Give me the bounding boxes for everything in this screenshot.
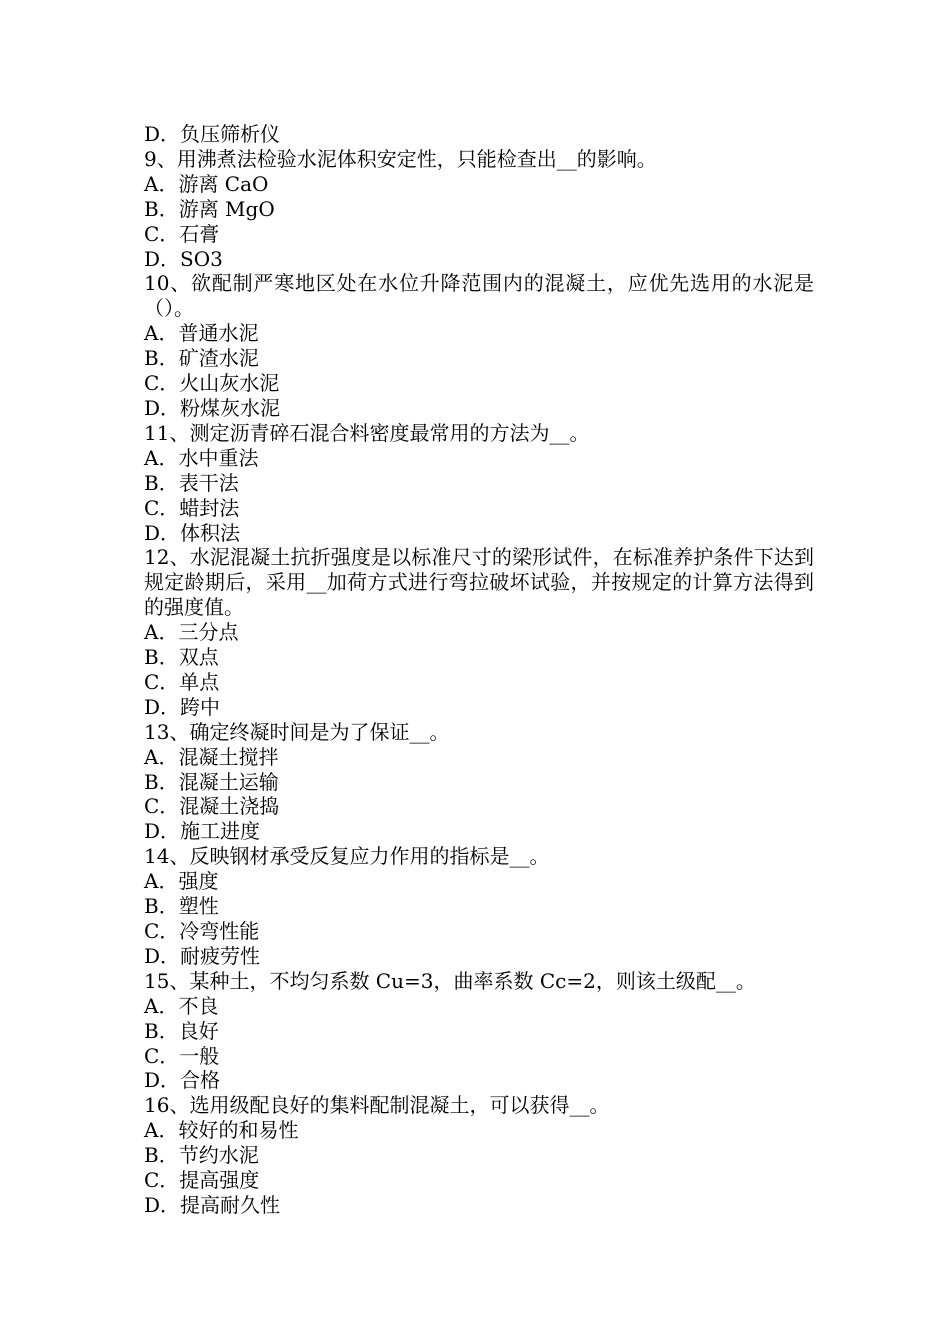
question-12 — [144, 545, 814, 719]
option-b: B．游离 MgO — [144, 196, 275, 221]
option-c: C．混凝土浇捣 — [144, 794, 280, 819]
question-text: 14、反映钢材承受反复应力作用的指标是__。 — [144, 844, 550, 869]
question-text: 11、测定沥青碎石混合料密度最常用的方法为__。 — [144, 420, 590, 445]
question-text: 13、确定终凝时间是为了保证__。 — [144, 719, 450, 744]
option-c: C．蜡封法 — [144, 495, 240, 520]
document-page — [144, 122, 814, 1218]
question-text: 12、水泥混凝土抗折强度是以标准尺寸的梁形试件，在标准养护条件下达到规定龄期后，采用__加荷方式进行弯拉破坏试验，并按规定的计算方法得到的强度值。 — [144, 545, 814, 620]
option-a: A．普通水泥 — [144, 321, 259, 346]
option-d: D．体积法 — [144, 520, 241, 545]
question-13 — [144, 720, 814, 845]
option-d: D．施工进度 — [144, 819, 261, 844]
option-d: D．SO3 — [144, 246, 223, 271]
option-b: B．矿渣水泥 — [144, 346, 259, 371]
option-c: C．一般 — [144, 1043, 220, 1068]
option-a: A．混凝土搅拌 — [144, 744, 279, 769]
option-d: D．提高耐久性 — [144, 1192, 281, 1217]
option-a: A．游离 CaO — [144, 171, 269, 196]
option-b: B．表干法 — [144, 470, 239, 495]
option-d: D．粉煤灰水泥 — [144, 395, 281, 420]
option-c: C．石膏 — [144, 221, 220, 246]
option-d-previous-question: D．负压筛析仪 — [144, 122, 281, 146]
question-11 — [144, 421, 814, 546]
option-a: A．三分点 — [144, 620, 239, 645]
option-c: C．冷弯性能 — [144, 919, 260, 943]
option-b: B．双点 — [144, 645, 219, 670]
question-text: 15、某种土，不均匀系数 Cu=3，曲率系数 Cc=2，则该土级配__。 — [144, 968, 756, 993]
option-d: D．合格 — [144, 1068, 221, 1093]
question-text: 16、选用级配良好的集料配制混凝土，可以获得__。 — [144, 1093, 610, 1118]
question-15 — [144, 969, 814, 1094]
option-a: A．水中重法 — [144, 445, 259, 470]
question-10 — [144, 271, 814, 420]
option-d: D．跨中 — [144, 694, 221, 719]
option-b: B．混凝土运输 — [144, 769, 279, 794]
option-b: B．节约水泥 — [144, 1143, 259, 1168]
question-16 — [144, 1093, 814, 1218]
option-c: C．单点 — [144, 669, 220, 694]
option-b: B．塑性 — [144, 894, 219, 919]
option-a: A．强度 — [144, 869, 219, 894]
option-d: D．耐疲劳性 — [144, 943, 261, 968]
option-c: C．火山灰水泥 — [144, 371, 280, 396]
question-9 — [144, 147, 814, 272]
question-text: 9、用沸煮法检验水泥体积安定性，只能检查出__的影响。 — [144, 146, 657, 171]
option-b: B．良好 — [144, 1018, 219, 1043]
option-a: A．不良 — [144, 993, 219, 1018]
option-c: C．提高强度 — [144, 1168, 260, 1193]
option-a: A．较好的和易性 — [144, 1118, 299, 1143]
question-text: 10、欲配制严寒地区处在水位升降范围内的混凝土，应优先选用的水泥是（）。 — [144, 271, 814, 321]
question-14 — [144, 844, 814, 969]
